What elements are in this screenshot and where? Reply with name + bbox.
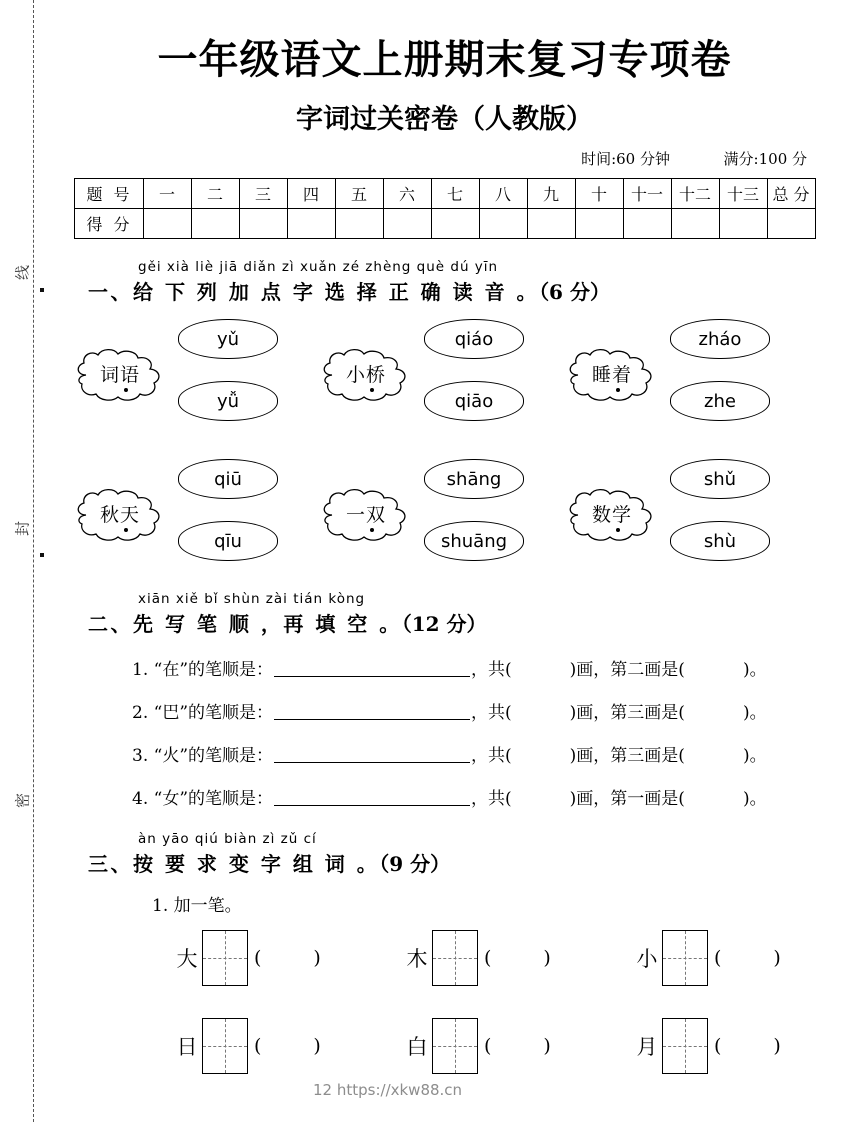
seal-char-0: 线 [13,265,32,281]
stroke-order-item-2 [132,741,841,766]
page-subtitle: 字词过关密卷（人教版） [296,104,593,135]
section-three-number: 三、 [88,852,133,876]
row-label-question-number: 题 号 [74,179,143,209]
stroke-item-after-3: )画，第一画是( [569,789,685,809]
emphasis-dot-5 [616,528,620,532]
stroke-answer-blank-0[interactable] [274,676,470,677]
stroke-order-item-3 [132,784,841,809]
seal-char-1: 封 [13,521,32,537]
pinyin-option-0-0[interactable]: yǔ [178,319,278,359]
tianzige-box-1-0[interactable] [202,1018,248,1074]
pinyin-choice-group-5 [566,459,816,577]
stroke-item-end-2: )。 [742,746,767,766]
source-char-1-0: 日 [176,1035,198,1059]
stroke-item-index-1: 2. [132,703,149,723]
score-col-header-10: 十一 [623,179,671,209]
section-two-text: 先 写 笔 顺 ，再 填 空 。 [133,612,402,636]
stroke-item-prefix-0: “在”的笔顺是： [153,660,274,680]
score-col-header-8: 九 [527,179,575,209]
pinyin-option-3-0[interactable]: qiū [178,459,278,499]
tianzige-box-1-2[interactable] [662,1018,708,1074]
section-one-score: （6 分） [539,280,610,304]
score-cell-5[interactable] [383,209,431,239]
score-col-header-13: 总 分 [767,179,815,209]
pinyin-option-4-0[interactable]: shāng [424,459,524,499]
score-cell-11[interactable] [671,209,719,239]
score-cell-13[interactable] [767,209,815,239]
sub-item-add-one-stroke [152,891,841,916]
table-row-scores [74,209,815,239]
score-col-header-7: 八 [479,179,527,209]
section-two-title [88,608,841,637]
source-char-1-2: 月 [636,1035,658,1059]
char-grid-item-1-0 [172,1018,321,1074]
char-grid-item-1-2 [632,1018,781,1074]
stroke-item-after-0: )画，第二画是( [569,660,685,680]
stroke-item-end-1: )。 [742,703,767,723]
pinyin-choice-row-1 [54,319,841,437]
seal-tick-0 [40,288,44,292]
char-grid-row-1 [152,1018,841,1094]
char-grid-item-1-1 [402,1018,551,1074]
stroke-item-index-0: 1. [132,660,149,680]
emphasis-dot-4 [370,528,374,532]
seal-char-2: 密 [13,793,32,809]
pinyin-choice-group-0 [74,319,324,437]
section-three-title [88,848,841,877]
section-one-title [88,276,841,305]
section-two [48,591,841,809]
section-three [48,831,841,1094]
stroke-item-prefix-1: “巴”的笔顺是： [153,703,274,723]
sealing-line [0,0,48,1122]
emphasis-dot-3 [124,528,128,532]
pinyin-option-1-1[interactable]: qiāo [424,381,524,421]
score-cell-0[interactable] [143,209,191,239]
word-cloud-3 [74,487,166,543]
answer-paren-1-0[interactable]: ( ) [254,1035,321,1057]
sub-item-label: 加一笔。 [173,896,242,916]
section-three-score: （9 分） [379,852,451,876]
source-char-0-1: 木 [406,947,428,971]
section-two-score: （12 分） [401,612,487,636]
score-cell-8[interactable] [527,209,575,239]
cloud-word-text-4: 一双 [345,504,386,526]
score-cell-9[interactable] [575,209,623,239]
score-col-header-4: 五 [335,179,383,209]
answer-paren-0-2[interactable]: ( ) [714,947,781,969]
stroke-item-after-2: )画，第三画是( [569,746,685,766]
stroke-item-index-3: 4. [132,789,149,809]
pinyin-option-5-0[interactable]: shǔ [670,459,770,499]
score-col-header-3: 四 [287,179,335,209]
score-table-wrapper [74,178,816,239]
score-col-header-5: 六 [383,179,431,209]
pinyin-choice-group-1 [320,319,570,437]
stroke-item-mid-1: ，共( [471,703,512,723]
char-grid-item-0-1 [402,930,551,986]
section-one [48,259,841,305]
stroke-item-mid-0: ，共( [471,660,512,680]
answer-paren-0-1[interactable]: ( ) [484,947,551,969]
pinyin-choice-group-4 [320,459,570,577]
word-cloud-0 [74,347,166,403]
char-grid-item-0-0 [172,930,321,986]
section-three-pinyin: àn yāo qiú biàn zì zǔ cí [138,831,317,847]
section-two-pinyin: xiān xiě bǐ shùn zài tián kòng [138,591,366,607]
stroke-item-mid-3: ，共( [471,789,512,809]
full-score-label: 满分:100 分 [723,150,807,168]
cloud-word-text-2: 睡着 [591,364,632,386]
cloud-word-text-1: 小桥 [345,364,386,386]
stroke-item-end-3: )。 [742,789,767,809]
source-char-0-0: 大 [176,947,198,971]
score-cell-7[interactable] [479,209,527,239]
char-grid-row-0 [152,930,841,1006]
pinyin-choice-group-2 [566,319,816,437]
pinyin-option-4-1[interactable]: shuāng [424,521,524,561]
pinyin-option-0-1[interactable]: yǚ [178,381,278,421]
section-one-pinyin: gěi xià liè jiā diǎn zì xuǎn zé zhèng què dú yīn [138,259,499,275]
emphasis-dot-1 [370,388,374,392]
sealing-dashed-rule [33,0,34,1122]
answer-paren-0-0[interactable]: ( ) [254,947,321,969]
emphasis-dot-0 [124,388,128,392]
emphasis-dot-2 [616,388,620,392]
tianzige-box-0-0[interactable] [202,930,248,986]
source-char-1-1: 白 [406,1035,428,1059]
stroke-item-prefix-3: “女”的笔顺是： [153,789,274,809]
page-title: 一年级语文上册期末复习专项卷 [157,36,732,83]
seal-tick-1 [40,553,44,557]
stroke-answer-blank-2[interactable] [274,762,470,763]
answer-paren-1-1[interactable]: ( ) [484,1035,551,1057]
watermark-text: 12 https://xkw88.cn [313,1081,463,1099]
section-one-text: 给 下 列 加 点 字 选 择 正 确 读 音 。 [133,280,540,304]
time-limit-label: 时间:60 分钟 [581,150,670,168]
stroke-item-prefix-2: “火”的笔顺是： [153,746,274,766]
score-col-header-6: 七 [431,179,479,209]
exam-meta [48,148,841,169]
stroke-order-item-1 [132,698,841,723]
row-label-score: 得 分 [74,209,143,239]
score-col-header-2: 三 [239,179,287,209]
score-cell-6[interactable] [431,209,479,239]
pinyin-option-1-0[interactable]: qiáo [424,319,524,359]
score-col-header-9: 十 [575,179,623,209]
score-cell-4[interactable] [335,209,383,239]
score-cell-1[interactable] [191,209,239,239]
char-grid-item-0-2 [632,930,781,986]
word-cloud-2 [566,347,658,403]
pinyin-option-2-1[interactable]: zhe [670,381,770,421]
word-cloud-4 [320,487,412,543]
score-col-header-12: 十三 [719,179,767,209]
pinyin-option-5-1[interactable]: shù [670,521,770,561]
score-cell-12[interactable] [719,209,767,239]
cloud-word-text-0: 词语 [99,364,140,386]
score-table [74,178,816,239]
score-col-header-11: 十二 [671,179,719,209]
pinyin-choice-group-3 [74,459,324,577]
table-row-question-numbers [74,179,815,209]
score-col-header-0: 一 [143,179,191,209]
stroke-item-index-2: 3. [132,746,149,766]
stroke-answer-blank-1[interactable] [274,719,470,720]
section-three-text: 按 要 求 变 字 组 词 。 [133,852,380,876]
sub-item-index: 1. [152,896,169,916]
pinyin-choice-row-2 [54,459,841,577]
word-cloud-5 [566,487,658,543]
stroke-answer-blank-3[interactable] [274,805,470,806]
exam-page [48,0,841,1122]
tianzige-box-0-2[interactable] [662,930,708,986]
tianzige-box-0-1[interactable] [432,930,478,986]
answer-paren-1-2[interactable]: ( ) [714,1035,781,1057]
pinyin-option-2-0[interactable]: zháo [670,319,770,359]
stroke-order-item-0 [132,655,841,680]
section-one-number: 一、 [88,280,133,304]
score-cell-10[interactable] [623,209,671,239]
pinyin-option-3-1[interactable]: qīu [178,521,278,561]
stroke-item-end-0: )。 [742,660,767,680]
section-two-number: 二、 [88,612,133,636]
tianzige-box-1-1[interactable] [432,1018,478,1074]
score-cell-2[interactable] [239,209,287,239]
cloud-word-text-5: 数学 [591,504,632,526]
stroke-item-after-1: )画，第三画是( [569,703,685,723]
score-cell-3[interactable] [287,209,335,239]
stroke-item-mid-2: ，共( [471,746,512,766]
cloud-word-text-3: 秋天 [99,504,140,526]
word-cloud-1 [320,347,412,403]
source-char-0-2: 小 [636,947,658,971]
score-col-header-1: 二 [191,179,239,209]
